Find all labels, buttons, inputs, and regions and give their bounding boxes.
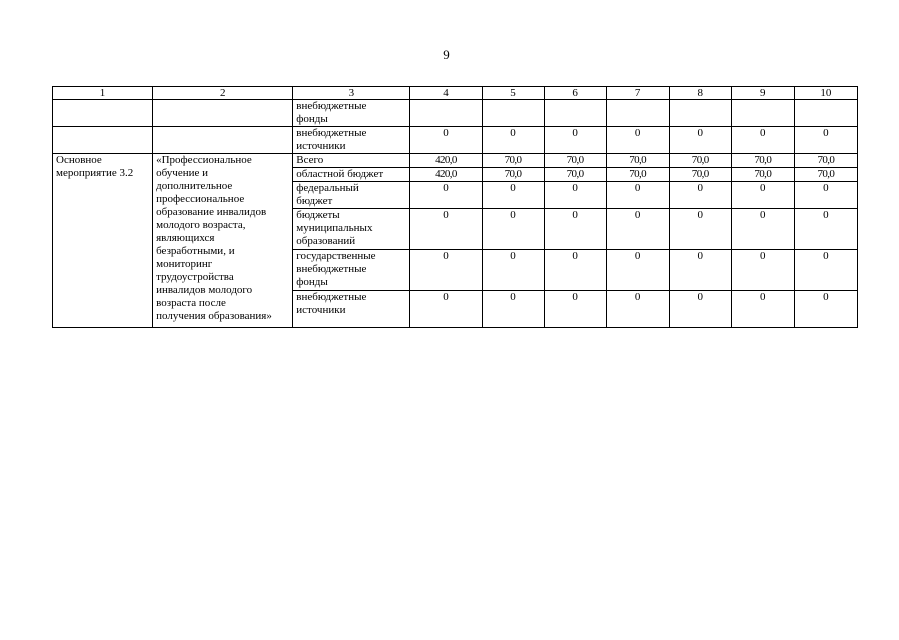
value-cell: 0: [544, 209, 606, 250]
cell-line: инвалидов молодого: [156, 284, 253, 296]
header-cell: 4: [410, 87, 482, 100]
value-cell: 0: [606, 127, 669, 154]
value-cell: 70,0: [731, 154, 794, 168]
measure-cell: [53, 127, 153, 154]
value-cell: 70,0: [731, 168, 794, 182]
cell-line: возраста после: [156, 297, 226, 309]
value-cell: 0: [410, 127, 482, 154]
value-cell: 0: [606, 250, 669, 291]
cell-line: внебюджетные: [296, 291, 367, 303]
title-cell: [153, 100, 293, 127]
value-cell: 0: [606, 209, 669, 250]
cell-line: бюджеты: [296, 209, 340, 221]
measure-cell: [53, 100, 153, 127]
value-cell: 0: [794, 291, 857, 328]
source-cell: [293, 209, 410, 250]
source-cell: [293, 168, 410, 182]
title-cell: [153, 127, 293, 154]
value-cell: 0: [482, 291, 544, 328]
value-cell: 0: [731, 182, 794, 209]
cell-line: Всего: [296, 154, 324, 166]
value-cell: 0: [410, 209, 482, 250]
header-cell: 9: [731, 87, 794, 100]
source-cell: [293, 291, 410, 328]
value-cell: 0: [606, 182, 669, 209]
value-cell: 70,0: [482, 168, 544, 182]
value-cell: 0: [794, 182, 857, 209]
cell-line: внебюджетные: [296, 263, 367, 275]
value-cell: 0: [731, 250, 794, 291]
table-row: [53, 100, 858, 127]
cell-line: источники: [296, 304, 346, 316]
value-cell: [606, 100, 669, 127]
value-cell: 70,0: [606, 168, 669, 182]
header-cell: 1: [53, 87, 153, 100]
value-cell: 70,0: [482, 154, 544, 168]
cell-line: мероприятие 3.2: [56, 167, 134, 179]
value-cell: 70,0: [669, 154, 731, 168]
value-cell: 0: [410, 182, 482, 209]
header-cell: 5: [482, 87, 544, 100]
cell-line: источники: [296, 140, 346, 152]
source-cell: [293, 127, 410, 154]
value-cell: 0: [482, 127, 544, 154]
value-cell: 0: [544, 127, 606, 154]
value-cell: [544, 100, 606, 127]
value-cell: 0: [669, 250, 731, 291]
value-cell: 0: [731, 127, 794, 154]
value-cell: 70,0: [544, 168, 606, 182]
value-cell: [794, 100, 857, 127]
page-number: 9: [443, 47, 450, 62]
value-cell: 0: [794, 250, 857, 291]
value-cell: 0: [482, 250, 544, 291]
source-cell: [293, 154, 410, 168]
cell-line: образование инвалидов: [156, 206, 267, 218]
table-row: [53, 127, 858, 154]
value-cell: 70,0: [794, 168, 857, 182]
header-cell: 3: [293, 87, 410, 100]
header-cell: 10: [794, 87, 857, 100]
cell-line: дополнительное: [156, 180, 233, 192]
header-cell: 2: [153, 87, 293, 100]
value-cell: 0: [669, 291, 731, 328]
value-cell: 0: [544, 182, 606, 209]
value-cell: 70,0: [606, 154, 669, 168]
cell-line: профессиональное: [156, 193, 245, 205]
source-cell: [293, 182, 410, 209]
cell-line: «Профессиональное: [156, 154, 252, 166]
cell-line: областной бюджет: [296, 168, 384, 180]
cell-line: трудоустройства: [156, 271, 234, 283]
value-cell: 0: [794, 127, 857, 154]
value-cell: 0: [731, 209, 794, 250]
value-cell: 0: [794, 209, 857, 250]
value-cell: 0: [606, 291, 669, 328]
title-cell: [153, 154, 293, 328]
value-cell: 0: [482, 209, 544, 250]
value-cell: [669, 100, 731, 127]
cell-line: мониторинг: [156, 258, 213, 270]
cell-line: внебюджетные: [296, 100, 367, 112]
cell-line: фонды: [296, 113, 328, 125]
cell-line: муниципальных: [296, 222, 373, 234]
measure-cell: [53, 154, 153, 328]
cell-line: фонды: [296, 276, 328, 288]
value-cell: 0: [410, 291, 482, 328]
cell-line: внебюджетные: [296, 127, 367, 139]
value-cell: 0: [669, 127, 731, 154]
cell-line: безработными, и: [156, 245, 235, 257]
cell-line: молодого возраста,: [156, 219, 246, 231]
cell-line: бюджет: [296, 195, 333, 207]
header-cell: 6: [544, 87, 606, 100]
header-row: [53, 87, 858, 100]
cell-line: государственные: [296, 250, 376, 262]
value-cell: 0: [669, 182, 731, 209]
cell-line: Основное: [56, 154, 102, 166]
value-cell: 0: [669, 209, 731, 250]
value-cell: 0: [731, 291, 794, 328]
value-cell: 0: [544, 291, 606, 328]
value-cell: 420,0: [410, 168, 482, 182]
cell-line: являющихся: [156, 232, 215, 244]
value-cell: [482, 100, 544, 127]
header-cell: 8: [669, 87, 731, 100]
table-row: [53, 154, 858, 168]
cell-line: федеральный: [296, 182, 359, 194]
value-cell: [410, 100, 482, 127]
value-cell: 70,0: [794, 154, 857, 168]
value-cell: 0: [410, 250, 482, 291]
cell-line: обучение и: [156, 167, 208, 179]
value-cell: 70,0: [669, 168, 731, 182]
value-cell: 70,0: [544, 154, 606, 168]
value-cell: 420,0: [410, 154, 482, 168]
source-cell: [293, 100, 410, 127]
value-cell: 0: [544, 250, 606, 291]
cell-line: получения образования»: [156, 310, 272, 322]
header-cell: 7: [606, 87, 669, 100]
value-cell: [731, 100, 794, 127]
source-cell: [293, 250, 410, 291]
cell-line: образований: [296, 235, 356, 247]
value-cell: 0: [482, 182, 544, 209]
budget-table: [52, 86, 858, 328]
